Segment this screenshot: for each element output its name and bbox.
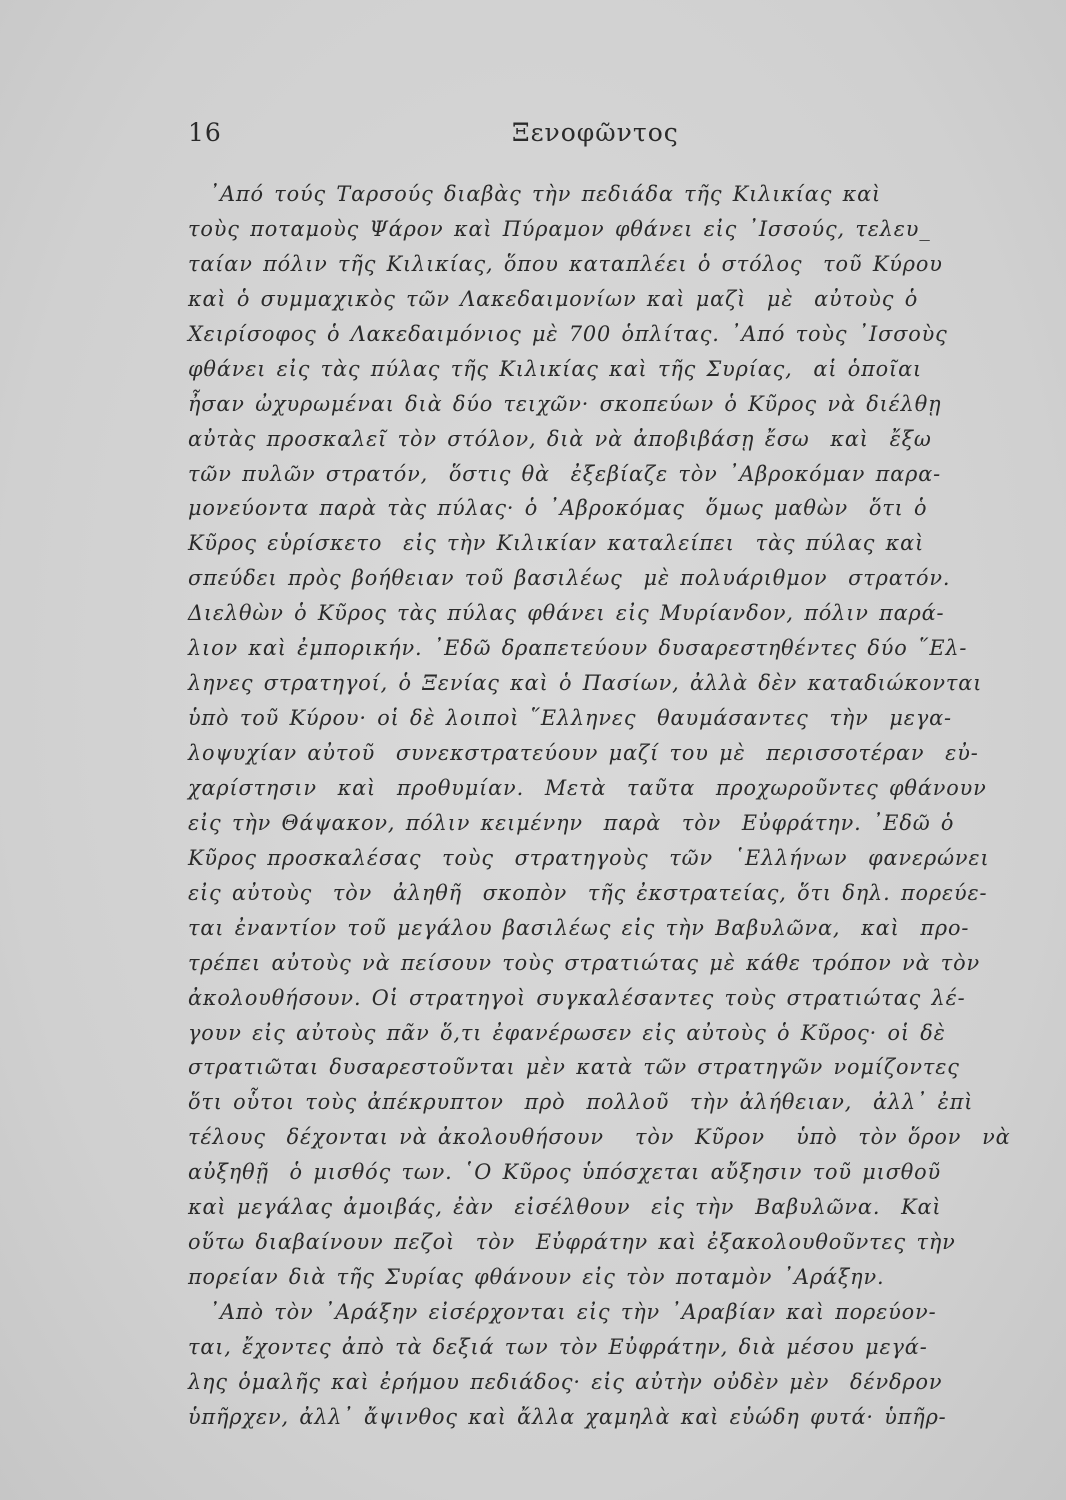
text-line: μονεύοντα παρὰ τὰς πύλας· ὁ ᾽Αβροκόμας ὅμως μαθὼν ὅτι ὁ (188, 496, 928, 522)
text-line: πορείαν διὰ τῆς Συρίας φθάνουν εἰς τὸν ποταμὸν ᾽Αράξην. (188, 1265, 885, 1291)
text-line: τρέπει αὐτοὺς νὰ πείσουν τοὺς στρατιώτας μὲ κάθε τρόπον νὰ τὸν (188, 950, 981, 976)
text-line: αὐξηθῇ ὁ μισθός των. ῾Ο Κῦρος ὑπόσχεται αὔξησιν τοῦ μισθοῦ (188, 1160, 942, 1186)
text-line: ται, ἔχοντες ἀπὸ τὰ δεξιά των τὸν Εὐφράτην, διὰ μέσου μεγά- (188, 1334, 928, 1360)
text-line: σπεύδει πρὸς βοήθειαν τοῦ βασιλέως μὲ πολυάριθμον στρατόν. (188, 566, 951, 592)
text-line: ὑπῆρχεν, ἀλλ᾽ ἄψινθος καὶ ἄλλα χαμηλὰ καὶ εὐώδη φυτά· ὑπῆρ- (188, 1404, 947, 1430)
text-line: ᾽Από τούς Ταρσούς διαβὰς τὴν πεδιάδα τῆς Κιλικίας καὶ (188, 182, 882, 207)
text-line: λιον καὶ ἐμπορικήν. ᾽Εδῶ δραπετεύουν δυσαρεστηθέντες δύο ῞Ελ- (188, 636, 968, 662)
text-line: φθάνει εἰς τὰς πύλας τῆς Κιλικίας καὶ τῆς Συρίας, αἱ ὁποῖαι (188, 356, 923, 382)
body-text (188, 178, 1038, 1436)
text-line: εἰς τὴν Θάψακον, πόλιν κειμένην παρὰ τὸν Εὐφράτην. ᾽Εδῶ ὁ (188, 810, 955, 836)
text-line: καὶ μεγάλας ἀμοιβάς, ἐὰν εἰσέλθουν εἰς τὴν Βαβυλῶνα. Καὶ (188, 1195, 942, 1221)
page-number: 16 (188, 118, 222, 147)
text-line: γουν εἰς αὐτοὺς πᾶν ὅ,τι ἐφανέρωσεν εἰς αὐτοὺς ὁ Κῦρος· οἱ δὲ (188, 1020, 946, 1046)
text-line: καὶ ὁ συμμαχικὸς τῶν Λακεδαιμονίων καὶ μαζὶ μὲ αὐτοὺς ὁ (188, 286, 919, 312)
text-line: ταίαν πόλιν τῆς Κιλικίας, ὅπου καταπλέει ὁ στόλος τοῦ Κύρου (188, 251, 943, 277)
text-line: τοὺς ποταμοὺς Ψάρον καὶ Πύραμον φθάνει εἰς ᾽Ισσούς, τελευ_ (188, 216, 931, 242)
text-line: χαρίστησιν καὶ προθυμίαν. Μετὰ ταῦτα προχωροῦντες φθάνουν (188, 775, 987, 801)
text-line: εἰς αὐτοὺς τὸν ἀληθῆ σκοπὸν τῆς ἐκστρατείας, ὅτι δηλ. πορεύε- (188, 880, 988, 906)
page-header (0, 118, 1066, 158)
text-line: τέλους δέχονται νὰ ἀκολουθήσουν τὸν Κῦρον ὑπὸ τὸν ὅρον νὰ (188, 1125, 1011, 1151)
text-line: ἦσαν ὠχυρωμέναι διὰ δύο τειχῶν· σκοπεύων ὁ Κῦρος νὰ διέλθῃ (188, 391, 942, 417)
text-line: Κῦρος προσκαλέσας τοὺς στρατηγοὺς τῶν ῾Ελλήνων φανερώνει (188, 845, 990, 871)
text-line: ληνες στρατηγοί, ὁ Ξενίας καὶ ὁ Πασίων, ἀλλὰ δὲν καταδιώκονται (188, 671, 983, 697)
text-line: Διελθὼν ὁ Κῦρος τὰς πύλας φθάνει εἰς Μυρίανδον, πόλιν παρά- (188, 601, 945, 627)
text-line: ὑπὸ τοῦ Κύρου· οἱ δὲ λοιποὶ ῞Ελληνες θαυμάσαντες τὴν μεγα- (188, 706, 952, 732)
text-line: ἀκολουθήσουν. Οἱ στρατηγοὶ συγκαλέσαντες τοὺς στρατιώτας λέ- (188, 985, 966, 1011)
text-line: λης ὁμαλῆς καὶ ἐρήμου πεδιάδος· εἰς αὐτὴν οὐδὲν μὲν δένδρον (188, 1369, 943, 1395)
running-title: Ξενοφῶντος (512, 118, 679, 147)
text-line: ται ἐναντίον τοῦ μεγάλου βασιλέως εἰς τὴν Βαβυλῶνα, καὶ προ- (188, 915, 970, 941)
text-line: λοψυχίαν αὐτοῦ συνεκστρατεύουν μαζί του μὲ περισσοτέραν εὐ- (188, 741, 979, 766)
text-line: ᾽Απὸ τὸν ᾽Αράξην εἰσέρχονται εἰς τὴν ᾽Αραβίαν καὶ πορεύον- (188, 1300, 937, 1325)
text-line: αὐτὰς προσκαλεῖ τὸν στόλον, διὰ νὰ ἀποβιβάσῃ ἔσω καὶ ἔξω (188, 426, 932, 452)
text-line: Χειρίσοφος ὁ Λακεδαιμόνιος μὲ 700 ὁπλίτας. ᾽Από τοὺς ᾽Ισσοὺς (188, 321, 948, 347)
text-line: οὕτω διαβαίνουν πεζοὶ τὸν Εὐφράτην καὶ ἐξακολουθοῦντες τὴν (188, 1230, 956, 1256)
text-line: ὅτι οὗτοι τοὺς ἀπέκρυπτον πρὸ πολλοῦ τὴν ἀλήθειαν, ἀλλ᾽ ἐπὶ (188, 1090, 974, 1116)
text-line: Κῦρος εὑρίσκετο εἰς τὴν Κιλικίαν καταλείπει τὰς πύλας καὶ (188, 531, 925, 557)
text-line: στρατιῶται δυσαρεστοῦνται μὲν κατὰ τῶν στρατηγῶν νομίζοντες (188, 1055, 960, 1081)
text-line: τῶν πυλῶν στρατόν, ὅστις θὰ ἐξεβίαζε τὸν ᾽Αβροκόμαν παρα- (188, 461, 942, 487)
